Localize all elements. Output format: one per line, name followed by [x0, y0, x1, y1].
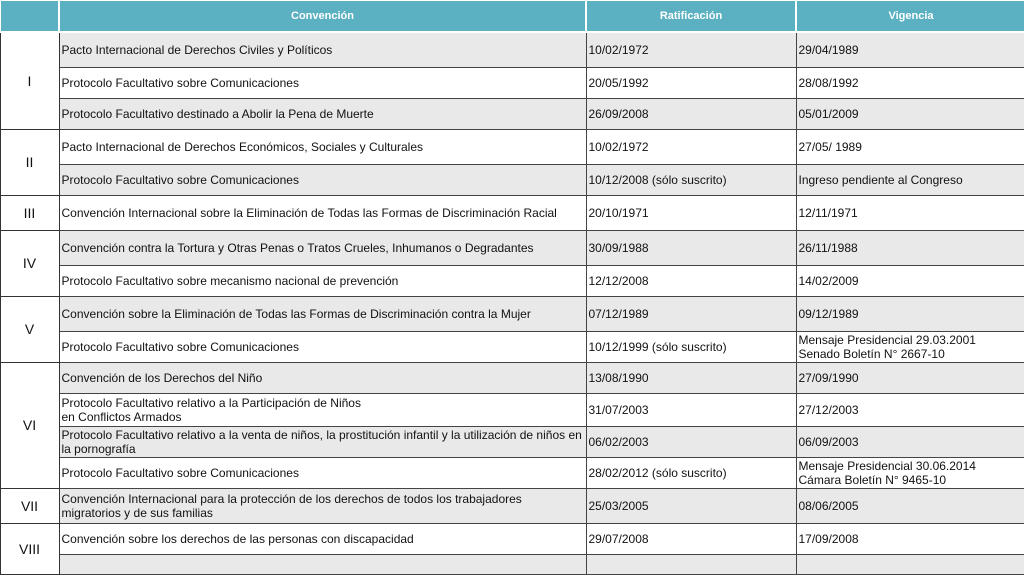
- ratificacion-cell: 10/02/1972: [586, 129, 796, 164]
- table-row: [0, 32, 1024, 67]
- convention-cell: Pacto Internacional de Derechos Civiles y Políticos: [59, 32, 586, 67]
- group-cell: III: [0, 195, 59, 230]
- group-cell: V: [0, 296, 59, 362]
- convention-cell: Convención Internacional sobre la Eliminación de Todas las Formas de Discriminación Racial: [59, 195, 586, 230]
- vigencia-cell: 27/09/1990: [796, 362, 1024, 393]
- ratificacion-cell: 28/02/2012 (sólo suscrito): [586, 457, 796, 488]
- group-cell: VIII: [0, 523, 59, 574]
- ratificacion-cell: 30/09/1988: [586, 230, 796, 265]
- vigencia-cell: 29/04/1989: [796, 32, 1024, 67]
- vigencia-cell: 14/02/2009: [796, 265, 1024, 296]
- ratificacion-cell: 10/12/1999 (sólo suscrito): [586, 331, 796, 362]
- ratificacion-cell: 10/02/1972: [586, 32, 796, 67]
- convention-cell: Protocolo Facultativo relativo a la Participación de Niños en Conflictos Armados: [59, 393, 586, 426]
- ratificacion-cell: 07/12/1989: [586, 296, 796, 331]
- convention-cell: Convención contra la Tortura y Otras Penas o Tratos Crueles, Inhumanos o Degradantes: [59, 230, 586, 265]
- header-vigencia: Vigencia: [796, 0, 1024, 32]
- convention-cell: Convención Internacional para la protección de los derechos de todos los trabajadores migratorios y de sus familias: [59, 488, 586, 523]
- convention-cell: Protocolo Facultativo sobre Comunicaciones: [59, 67, 586, 98]
- header-ratificacion: Ratificación: [586, 0, 796, 32]
- table-row: [0, 426, 1024, 457]
- convention-cell: [59, 554, 586, 574]
- vigencia-cell: [796, 554, 1024, 574]
- vigencia-cell: Mensaje Presidencial 30.06.2014 Cámara Boletín N° 9465-10: [796, 457, 1024, 488]
- ratificacion-cell: [586, 554, 796, 574]
- table-row: [0, 457, 1024, 488]
- convention-cell: Protocolo Facultativo sobre Comunicaciones: [59, 164, 586, 195]
- table-row: [0, 362, 1024, 393]
- ratificacion-cell: 25/03/2005: [586, 488, 796, 523]
- vigencia-cell: 12/11/1971: [796, 195, 1024, 230]
- header-group: [0, 0, 59, 32]
- table-row: [0, 488, 1024, 523]
- vigencia-cell: 09/12/1989: [796, 296, 1024, 331]
- table-row: [0, 67, 1024, 98]
- convention-cell: Protocolo Facultativo relativo a la venta de niños, la prostitución infantil y la utilización de niños en la pornografía: [59, 426, 586, 457]
- table-row: [0, 296, 1024, 331]
- header-row: [0, 0, 1024, 32]
- ratificacion-cell: 31/07/2003: [586, 393, 796, 426]
- ratificacion-cell: 20/05/1992: [586, 67, 796, 98]
- convention-cell: Protocolo Facultativo destinado a Abolir la Pena de Muerte: [59, 98, 586, 129]
- table-row: [0, 164, 1024, 195]
- table-row: [0, 554, 1024, 574]
- header-convencion: Convención: [59, 0, 586, 32]
- ratificacion-cell: 26/09/2008: [586, 98, 796, 129]
- vigencia-cell: 27/05/ 1989: [796, 129, 1024, 164]
- vigencia-cell: 28/08/1992: [796, 67, 1024, 98]
- convention-cell: Protocolo Facultativo sobre Comunicaciones: [59, 331, 586, 362]
- vigencia-cell: 17/09/2008: [796, 523, 1024, 554]
- table-row: [0, 523, 1024, 554]
- table-row: [0, 195, 1024, 230]
- table-body: [0, 32, 1024, 574]
- vigencia-cell: 08/06/2005: [796, 488, 1024, 523]
- convention-cell: Pacto Internacional de Derechos Económicos, Sociales y Culturales: [59, 129, 586, 164]
- ratificacion-cell: 20/10/1971: [586, 195, 796, 230]
- convention-cell: Convención sobre la Eliminación de Todas las Formas de Discriminación contra la Mujer: [59, 296, 586, 331]
- ratificacion-cell: 10/12/2008 (sólo suscrito): [586, 164, 796, 195]
- vigencia-cell: Ingreso pendiente al Congreso: [796, 164, 1024, 195]
- table-row: [0, 98, 1024, 129]
- table-row: [0, 129, 1024, 164]
- table-row: [0, 331, 1024, 362]
- vigencia-cell: 27/12/2003: [796, 393, 1024, 426]
- vigencia-cell: 06/09/2003: [796, 426, 1024, 457]
- convention-cell: Convención sobre los derechos de las personas con discapacidad: [59, 523, 586, 554]
- ratificacion-cell: 29/07/2008: [586, 523, 796, 554]
- group-cell: I: [0, 32, 59, 129]
- group-cell: VII: [0, 488, 59, 523]
- group-cell: VI: [0, 362, 59, 488]
- vigencia-cell: 26/11/1988: [796, 230, 1024, 265]
- table-row: [0, 393, 1024, 426]
- group-cell: II: [0, 129, 59, 195]
- group-cell: IV: [0, 230, 59, 296]
- convention-cell: Protocolo Facultativo sobre Comunicaciones: [59, 457, 586, 488]
- ratificacion-cell: 13/08/1990: [586, 362, 796, 393]
- table-row: [0, 265, 1024, 296]
- convention-cell: Convención de los Derechos del Niño: [59, 362, 586, 393]
- vigencia-cell: Mensaje Presidencial 29.03.2001 Senado Boletín N° 2667-10: [796, 331, 1024, 362]
- ratificacion-cell: 12/12/2008: [586, 265, 796, 296]
- vigencia-cell: 05/01/2009: [796, 98, 1024, 129]
- convention-cell: Protocolo Facultativo sobre mecanismo nacional de prevención: [59, 265, 586, 296]
- ratificacion-cell: 06/02/2003: [586, 426, 796, 457]
- table-row: [0, 230, 1024, 265]
